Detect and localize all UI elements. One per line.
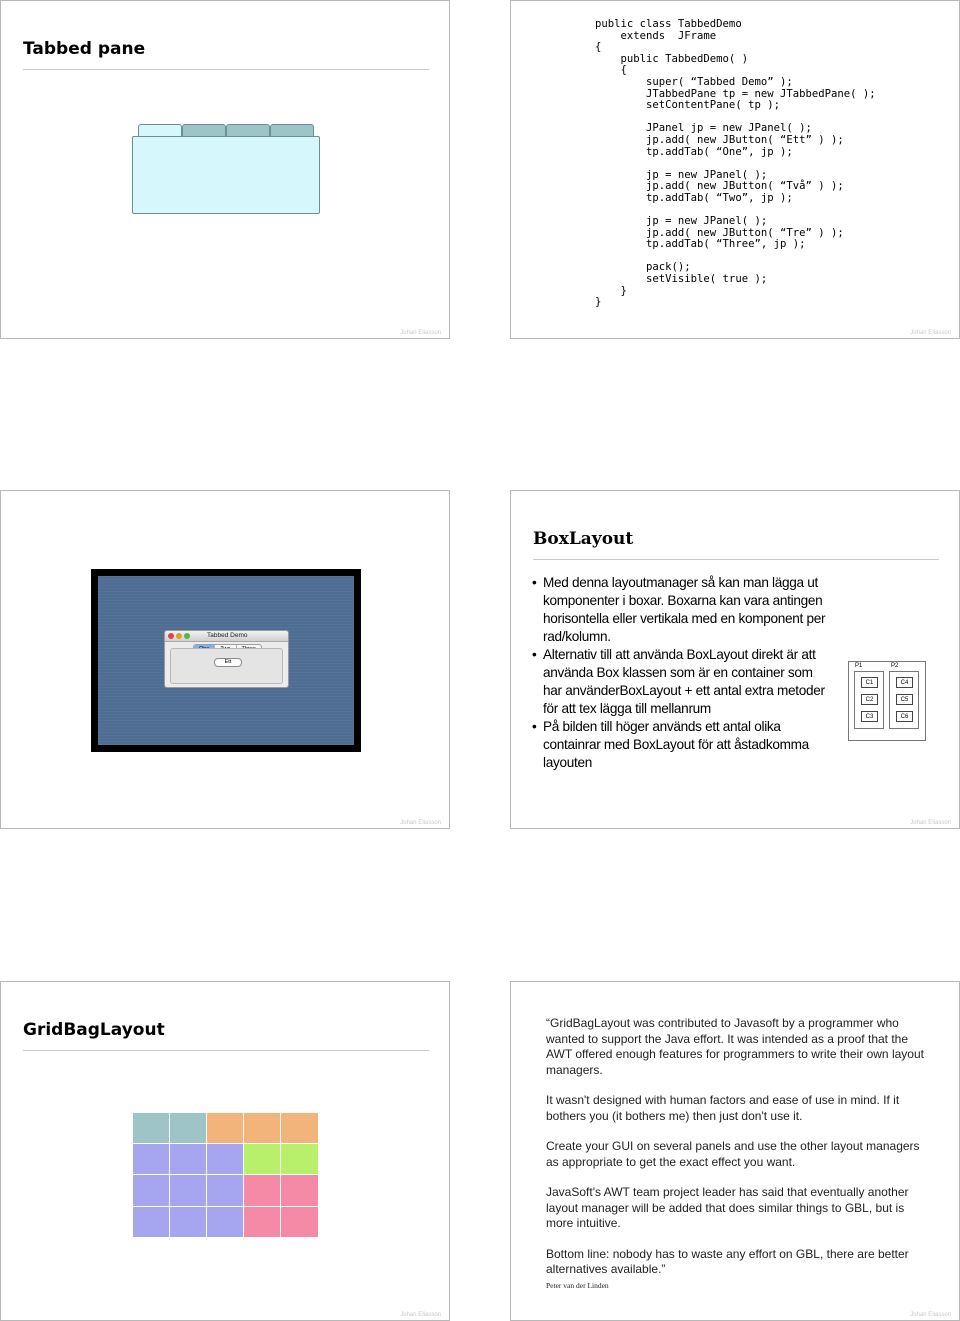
quote-paragraph: “GridBagLayout was contributed to Javasoft by a programmer who wanted to support the Java effort. It was intended as a proof that the AWT offered enough features for programmers to write their own layout managers. — [546, 1016, 924, 1077]
grid-cell — [132, 1206, 170, 1238]
slide-footer: Johan Eliasson — [910, 1312, 951, 1318]
grid-cell — [280, 1112, 319, 1144]
tabbed-pane-illustration — [132, 124, 320, 214]
bullet-item: • Alternativ till att använda BoxLayout direkt är att använda Box klassen som är en container som har använderBoxLayout + ett antal extra metoder för att tex lägga till mellanrum — [532, 646, 832, 718]
window-title: Tabbed Demo — [207, 632, 248, 639]
grid-cell — [206, 1112, 244, 1144]
slide-footer: Johan Eliasson — [400, 330, 441, 336]
quote-paragraph: JavaSoft's AWT team project leader has said that eventually another layout manager will be added that does similar things to GBL, but is more intuitive. — [546, 1185, 909, 1230]
p1-container — [854, 671, 884, 729]
slide-footer: Johan Eliasson — [400, 1312, 441, 1318]
quote-paragraph: It wasn't designed with human factors and ease of use in mind. If it bothers you (it bothers me) then just don't use it. — [546, 1093, 900, 1123]
quote-block — [546, 1016, 928, 1290]
slide-title: BoxLayout — [533, 529, 634, 549]
bullet-item: • Med denna layoutmanager så kan man lägga ut komponenter i boxar. Boxarna kan vara antingen horisontella eller vertikala med en komponent per rad/kolumn. — [532, 574, 832, 646]
code-block: public class TabbedDemo extends JFrame { public TabbedDemo( ) { super( “Tabbed Demo” ); JTabbedPane tp = new JTabbedPane( ); setContentPane( tp ); JPanel jp = new JPanel( ); jp.add( new JButton( “Ett” ) ); tp.addTab( “One”, jp ); jp = new JPanel( ); jp.add( new JButton( “Två” ) ); tp.addTab( “Two”, jp ); jp = new JPanel( ); jp.add( new JButton( “Tre” ) ); tp.addTab( “Three”, jp ); pack(); setVisible( true ); } } — [595, 18, 876, 309]
grid-cell — [243, 1143, 281, 1175]
screenshot-frame — [91, 569, 361, 752]
grid-cell — [132, 1112, 170, 1144]
c2-box: C2 — [861, 694, 878, 705]
grid-cell — [206, 1174, 244, 1207]
title-rule — [533, 559, 939, 560]
quote-attribution: Peter van der Linden — [546, 1280, 609, 1290]
slide-footer: Johan Eliasson — [910, 820, 951, 826]
c1-box: C1 — [861, 677, 878, 688]
grid-cell — [132, 1143, 170, 1175]
tab-illustration-1 — [138, 124, 182, 136]
window-titlebar — [165, 631, 288, 642]
quote-paragraph: Create your GUI on several panels and use the other layout managers as appropriate to get the exact effect you want. — [546, 1139, 920, 1169]
p2-label: P2 — [891, 663, 899, 669]
slide-tabbed-pane — [0, 0, 450, 339]
demo-window — [164, 630, 289, 688]
grid-cell — [169, 1112, 207, 1144]
title-rule — [23, 69, 429, 70]
gridbag-illustration — [132, 1112, 319, 1238]
c3-box: C3 — [861, 711, 878, 722]
quote-paragraph: Bottom line: nobody has to waste any effort on GBL, there are better alternatives available.” — [546, 1246, 909, 1276]
grid-cell — [206, 1206, 244, 1238]
boxlayout-diagram — [848, 661, 926, 741]
minimize-icon[interactable] — [176, 633, 182, 639]
tab-illustration-4 — [270, 124, 314, 136]
grid-cell — [243, 1174, 281, 1207]
grid-cell — [280, 1206, 319, 1238]
grid-cell — [169, 1206, 207, 1238]
zoom-icon[interactable] — [184, 633, 190, 639]
grid-cell — [280, 1143, 319, 1175]
grid-cell — [280, 1174, 319, 1207]
slide-code — [510, 0, 960, 339]
slide-boxlayout — [510, 490, 960, 829]
slide-quote — [510, 981, 960, 1321]
p2-container — [889, 671, 919, 729]
c5-box: C5 — [896, 694, 913, 705]
slide-title: Tabbed pane — [23, 39, 146, 59]
close-icon[interactable] — [168, 633, 174, 639]
p1-label: P1 — [855, 663, 863, 669]
grid-cell — [243, 1206, 281, 1238]
slide-screenshot — [0, 490, 450, 829]
slide-title: GridBagLayout — [23, 1020, 165, 1040]
tab-panel-illustration — [132, 136, 320, 214]
slide-footer: Johan Eliasson — [400, 820, 441, 826]
title-rule — [23, 1050, 429, 1051]
slide-footer: Johan Eliasson — [910, 330, 951, 336]
grid-cell — [206, 1143, 244, 1175]
grid-cell — [132, 1174, 170, 1207]
grid-cell — [169, 1143, 207, 1175]
tab-content-panel — [170, 648, 283, 684]
bullet-item: • På bilden till höger används ett antal olika containrar med BoxLayout för att åstadkomma layouten — [532, 718, 832, 772]
grid-cell — [243, 1112, 281, 1144]
ett-button[interactable]: Ett — [214, 658, 242, 667]
tab-illustration-2 — [182, 124, 226, 136]
bullet-list — [532, 574, 832, 772]
c6-box: C6 — [896, 711, 913, 722]
slide-gridbaglayout — [0, 981, 450, 1321]
tab-illustration-3 — [226, 124, 270, 136]
grid-cell — [169, 1174, 207, 1207]
c4-box: C4 — [896, 677, 913, 688]
